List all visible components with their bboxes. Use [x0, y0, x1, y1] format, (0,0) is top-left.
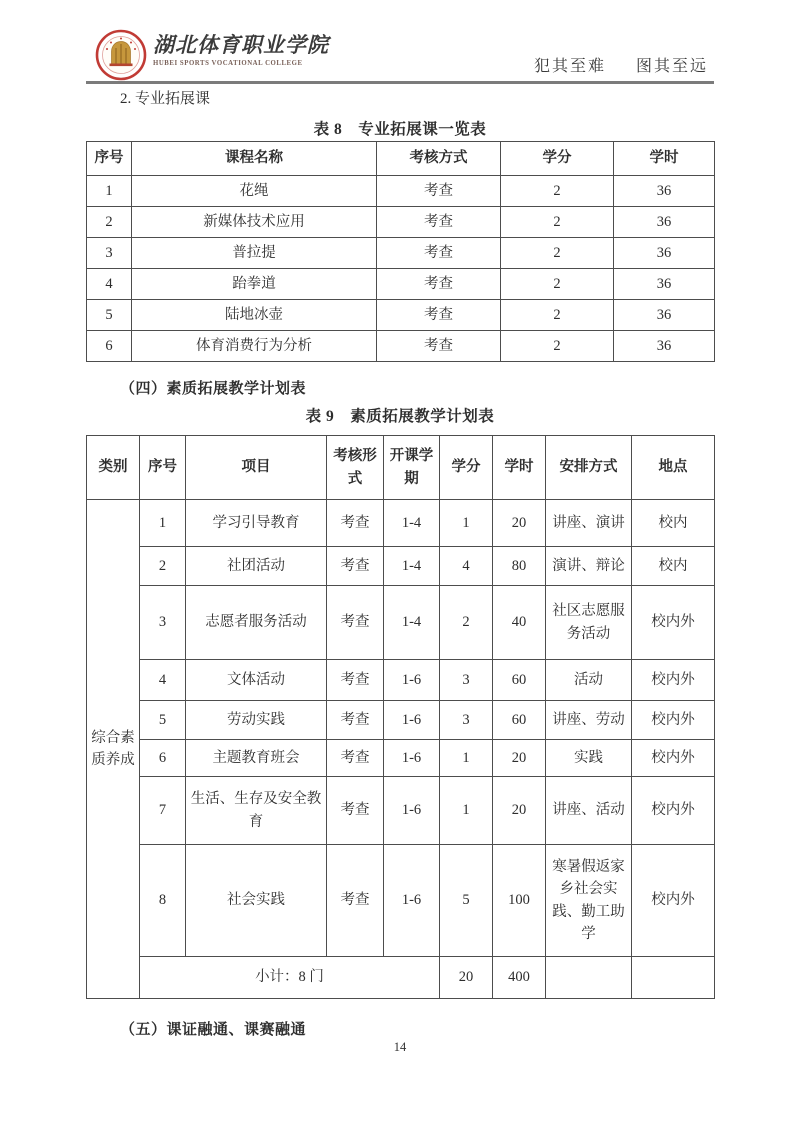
column-header: 地点: [632, 436, 715, 500]
cell-credit: 2: [501, 269, 614, 300]
cell-no: 4: [87, 269, 132, 300]
cell-assess: 考查: [377, 238, 501, 269]
column-header: 课程名称: [132, 142, 377, 176]
table-row: [87, 269, 715, 300]
cell-credit: 2: [501, 300, 614, 331]
section5-heading: （五）课证融通、课赛融通: [120, 1022, 307, 1038]
table-row: [87, 207, 715, 238]
cell-credit: 5: [440, 845, 493, 957]
table-row: [87, 740, 715, 777]
cell-hours: 40: [493, 586, 546, 660]
cell-place: [632, 957, 715, 999]
cell-project: 劳动实践: [186, 701, 327, 740]
table-row: [87, 176, 715, 207]
cell-assess: 考查: [327, 701, 384, 740]
cell-no: 2: [87, 207, 132, 238]
cell-course: 新媒体技术应用: [132, 207, 377, 238]
column-header: 学时: [493, 436, 546, 500]
cell-assess: 考查: [377, 300, 501, 331]
cell-term: 1-4: [384, 547, 440, 586]
cell-hours: 36: [614, 207, 715, 238]
cell-place: 校内外: [632, 660, 715, 701]
cell-place: 校内: [632, 547, 715, 586]
cell-no: 2: [140, 547, 186, 586]
cell-course: 陆地冰壶: [132, 300, 377, 331]
cell-assess: 考查: [327, 586, 384, 660]
column-header: 考核形式: [327, 436, 384, 500]
cell-hours: 36: [614, 331, 715, 362]
cell-method: [546, 957, 632, 999]
cell-term: 1-6: [384, 845, 440, 957]
table-row: [87, 845, 715, 957]
cell-place: 校内外: [632, 586, 715, 660]
cell-no: 7: [140, 777, 186, 845]
cell-credit: 1: [440, 777, 493, 845]
cell-place: 校内外: [632, 701, 715, 740]
table9-title: 表 9 素质拓展教学计划表: [305, 408, 495, 425]
cell-assess: 考查: [377, 269, 501, 300]
table8-title: 表 8 专业拓展课一览表: [313, 121, 487, 138]
cell-credit: 2: [440, 586, 493, 660]
slogan-left: 犯其至难: [533, 58, 606, 75]
cell-project: 学习引导教育: [186, 500, 327, 547]
cell-term: 1-6: [384, 660, 440, 701]
cell-no: 3: [87, 238, 132, 269]
cell-no: 1: [140, 500, 186, 547]
subtotal-row: [87, 957, 715, 999]
cell-term: 1-6: [384, 777, 440, 845]
cell-place: 校内外: [632, 740, 715, 777]
cell-method: 讲座、劳动: [546, 701, 632, 740]
table-row: [87, 500, 715, 547]
college-name-cn: 湖北体育职业学院: [153, 33, 329, 57]
cell-no: 6: [140, 740, 186, 777]
table-row: [87, 701, 715, 740]
cell-hours: 400: [493, 957, 546, 999]
cell-method: 讲座、活动: [546, 777, 632, 845]
section4-heading: （四）素质拓展教学计划表: [120, 381, 307, 397]
cell-hours: 80: [493, 547, 546, 586]
cell-method: 寒暑假返家乡社会实践、勤工助学: [546, 845, 632, 957]
cell-hours: 36: [614, 176, 715, 207]
cell-credit: 1: [440, 500, 493, 547]
table-row: [87, 331, 715, 362]
cell-hours: 36: [614, 269, 715, 300]
cell-no: 5: [87, 300, 132, 331]
cell-hours: 20: [493, 740, 546, 777]
cell-assess: 考查: [377, 176, 501, 207]
cell-no: 5: [140, 701, 186, 740]
cell-hours: 60: [493, 660, 546, 701]
column-header: 学分: [501, 142, 614, 176]
cell-hours: 20: [493, 777, 546, 845]
table9: [86, 435, 715, 999]
table-row: [87, 547, 715, 586]
page-number: 14: [393, 1040, 407, 1054]
cell-hours: 60: [493, 701, 546, 740]
cell-credit: 20: [440, 957, 493, 999]
cell-no: 3: [140, 586, 186, 660]
column-header: 项目: [186, 436, 327, 500]
cell-assess: 考查: [377, 207, 501, 238]
cell-no: 6: [87, 331, 132, 362]
column-header: 学时: [614, 142, 715, 176]
cell-no: 1: [87, 176, 132, 207]
cell-project: 文体活动: [186, 660, 327, 701]
cell-term: 1-6: [384, 740, 440, 777]
item2-heading: 2. 专业拓展课: [120, 91, 211, 107]
table-row: [87, 586, 715, 660]
cell-assess: 考查: [327, 777, 384, 845]
column-header: 序号: [140, 436, 186, 500]
table8-container: [86, 141, 715, 362]
column-header: 学分: [440, 436, 493, 500]
cell-credit: 2: [501, 176, 614, 207]
cell-course: 花绳: [132, 176, 377, 207]
college-name-block: [153, 33, 373, 67]
table8-header-row: [87, 142, 715, 176]
cell-project: 社团活动: [186, 547, 327, 586]
cell-subtotal-label: 小计：8 门: [140, 957, 440, 999]
table-row: [87, 238, 715, 269]
cell-assess: 考查: [327, 845, 384, 957]
cell-term: 1-4: [384, 586, 440, 660]
cell-credit: 2: [501, 207, 614, 238]
cell-credit: 4: [440, 547, 493, 586]
column-header: 类别: [87, 436, 140, 500]
cell-hours: 36: [614, 238, 715, 269]
cell-method: 社区志愿服务活动: [546, 586, 632, 660]
cell-method: 实践: [546, 740, 632, 777]
cell-project: 生活、生存及安全教育: [186, 777, 327, 845]
cell-project: 社会实践: [186, 845, 327, 957]
cell-assess: 考查: [327, 500, 384, 547]
header-divider: [86, 81, 714, 84]
cell-place: 校内外: [632, 777, 715, 845]
cell-credit: 2: [501, 238, 614, 269]
cell-method: 讲座、演讲: [546, 500, 632, 547]
cell-credit: 2: [501, 331, 614, 362]
header-slogan: [534, 53, 708, 76]
cell-hours: 100: [493, 845, 546, 957]
cell-hours: 20: [493, 500, 546, 547]
table8: [86, 141, 715, 362]
college-name-en: HUBEI SPORTS VOCATIONAL COLLEGE: [153, 60, 303, 68]
column-header: 序号: [87, 142, 132, 176]
cell-credit: 3: [440, 701, 493, 740]
column-header: 安排方式: [546, 436, 632, 500]
cell-assess: 考查: [327, 547, 384, 586]
table-row: [87, 777, 715, 845]
cell-course: 体育消费行为分析: [132, 331, 377, 362]
cell-course: 普拉提: [132, 238, 377, 269]
table9-header-row: [87, 436, 715, 500]
cell-credit: 3: [440, 660, 493, 701]
cell-term: 1-4: [384, 500, 440, 547]
column-header: 考核方式: [377, 142, 501, 176]
cell-place: 校内: [632, 500, 715, 547]
cell-credit: 1: [440, 740, 493, 777]
cell-course: 跆拳道: [132, 269, 377, 300]
cell-method: 活动: [546, 660, 632, 701]
cell-term: 1-6: [384, 701, 440, 740]
college-seal-icon: [95, 29, 147, 81]
cell-assess: 考查: [327, 740, 384, 777]
cell-category: 综合素质养成: [87, 500, 140, 999]
cell-place: 校内外: [632, 845, 715, 957]
cell-method: 演讲、辩论: [546, 547, 632, 586]
table9-container: [86, 435, 715, 999]
column-header: 开课学期: [384, 436, 440, 500]
cell-assess: 考查: [377, 331, 501, 362]
cell-project: 主题教育班会: [186, 740, 327, 777]
cell-no: 4: [140, 660, 186, 701]
cell-no: 8: [140, 845, 186, 957]
cell-hours: 36: [614, 300, 715, 331]
cell-assess: 考查: [327, 660, 384, 701]
cell-project: 志愿者服务活动: [186, 586, 327, 660]
table-row: [87, 300, 715, 331]
slogan-right: 图其至远: [635, 58, 708, 75]
table-row: [87, 660, 715, 701]
